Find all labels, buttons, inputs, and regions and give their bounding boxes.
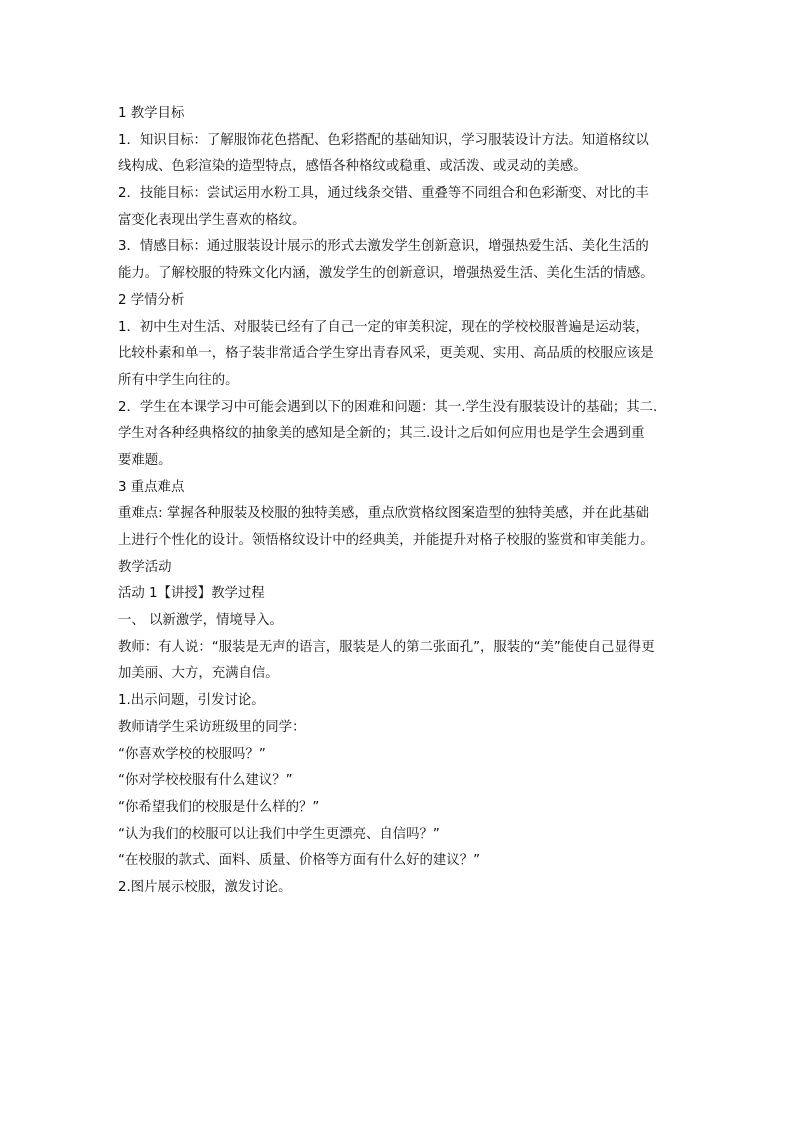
section-heading-learner-analysis: 2 学情分析: [118, 292, 185, 308]
paragraph-line: 1．初中生对生活、对服装已经有了自己一定的审美积淀，现在的学校校服普遍是运动装，: [118, 319, 649, 335]
paragraph-line: 上进行个性化的设计。领悟格纹设计中的经典美，并能提升对格子校服的鉴赏和审美能力。: [118, 533, 654, 548]
paragraph-line: 所有中学生向往的。: [118, 372, 239, 388]
document-body: [118, 101, 678, 902]
activity-heading: 活动 1【讲授】教学过程: [118, 586, 265, 602]
section-heading-key-difficulties: 3 重点难点: [118, 479, 185, 495]
paragraph-line: 3．情感目标：通过服装设计展示的形式去激发学生创新意识，增强热爱生活、美化生活的: [118, 239, 649, 255]
question-line: “你对学校校服有什么建议？”: [118, 773, 293, 789]
paragraph-line: 比较朴素和单一，格子装非常适合学生穿出青春风采，更美观、实用、高品质的校服应该是: [118, 346, 654, 362]
paragraph-line: 加美丽、大方，充满自信。: [118, 666, 279, 682]
paragraph-line: 2.图片展示校服，激发讨论。: [118, 879, 292, 895]
paragraph-line: 1．知识目标：了解服饰花色搭配、色彩搭配的基础知识，学习服装设计方法。知道格纹以: [118, 132, 649, 148]
paragraph-line: 学生对各种经典格纹的抽象美的感知是全新的；其三.设计之后如何应用也是学生会遇到重: [118, 426, 645, 442]
paragraph-line: 教师：有人说：“服装是无声的语言，服装是人的第二张面孔”，服装的“美”能使自己显得更: [118, 639, 655, 655]
question-line: “认为我们的校服可以让我们中学生更漂亮、自信吗？”: [118, 826, 440, 842]
question-line: “你希望我们的校服是什么样的？”: [118, 799, 320, 815]
question-line: “在校服的款式、面料、质量、价格等方面有什么好的建议？”: [118, 853, 481, 869]
subsection-heading: 一、 以新激学，情境导入。: [118, 613, 283, 629]
paragraph-line: 能力。了解校服的特殊文化内涵，激发学生的创新意识，增强热爱生活、美化生活的情感。: [118, 266, 654, 282]
paragraph-line: 2．学生在本课学习中可能会遇到以下的困难和问题：其一.学生没有服装设计的基础；其二.: [118, 399, 658, 415]
paragraph-line: 富变化表现出学生喜欢的格纹。: [118, 212, 306, 228]
section-heading-teaching-activities: 教学活动: [118, 559, 172, 575]
paragraph-line: 重难点: 掌握各种服装及校服的独特美感，重点欣赏格纹图案造型的独特美感，并在此基础: [118, 506, 649, 522]
section-heading-teaching-goals: 1 教学目标: [118, 106, 185, 121]
question-line: “你喜欢学校的校服吗？”: [118, 746, 266, 762]
paragraph-line: 1.出示问题，引发讨论。: [118, 693, 265, 709]
paragraph-line: 线构成、色彩渲染的造型特点，感悟各种格纹或稳重、或活泼、或灵动的美感。: [118, 159, 587, 175]
paragraph-line: 教师请学生采访班级里的同学：: [118, 719, 306, 735]
paragraph-line: 2．技能目标：尝试运用水粉工具，通过线条交错、重叠等不同组合和色彩渐变、对比的丰: [118, 186, 649, 202]
paragraph-line: 要难题。: [118, 452, 172, 468]
